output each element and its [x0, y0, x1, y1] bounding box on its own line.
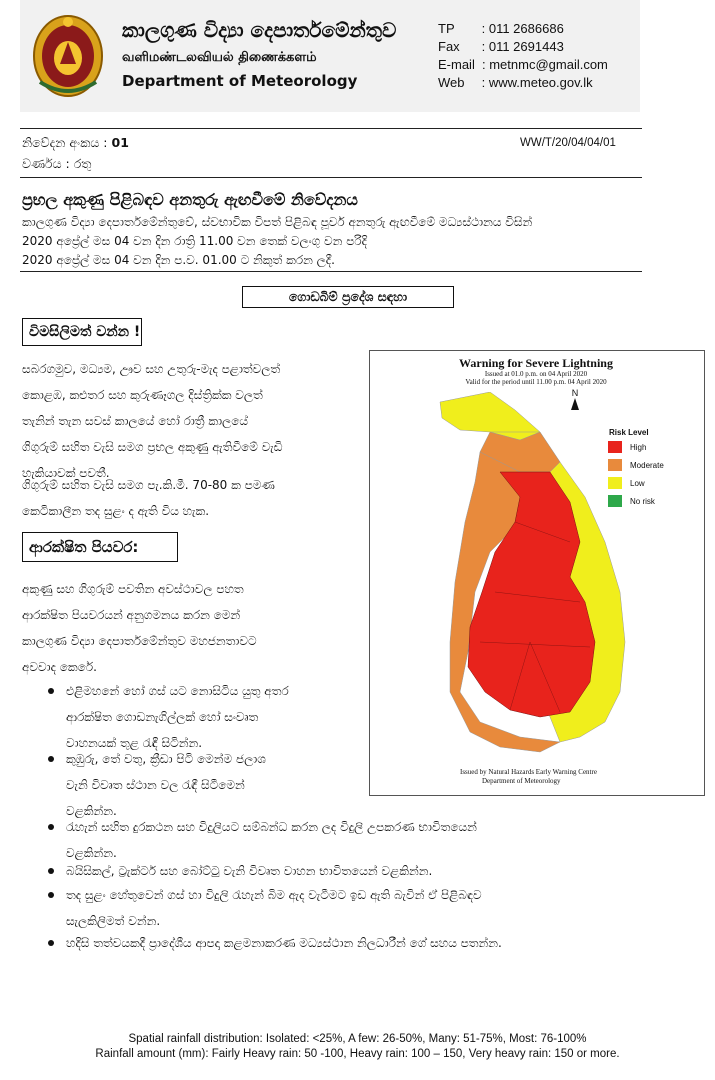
map-footer-line: Issued by Natural Hazards Early Warning Centre: [460, 768, 597, 776]
paragraph-line: අකුණු සහ ගිගුරුම් පවතින අවස්ථාවල පහත: [22, 582, 244, 596]
bullet-line: වළකින්න.: [66, 846, 117, 860]
contact-fax: [438, 38, 608, 56]
bullet-dot: [48, 892, 54, 898]
bullet-line: එළිමහනේ හෝ ගස් යට නොසිටිය යුතු අතර: [66, 684, 289, 698]
bullet-line: බයිසිකල්, ට්‍රැක්ටර් සහ බෝට්ටු වැනි විවෘත වාහන භාවිතයෙන් වළකින්න.: [66, 864, 433, 878]
divider: [20, 177, 642, 178]
bullet-line: ආරක්ෂිත ගොඩනැගිල්ලක් හෝ සංවෘත: [66, 710, 259, 724]
notice-ref: WW/T/20/04/04/01: [520, 137, 616, 149]
bullet-item: [66, 678, 344, 756]
bullet-item: [66, 930, 666, 956]
legend-label: Low: [630, 479, 645, 488]
bullet-line: වළකින්න.: [66, 804, 117, 818]
paragraph-line: ගිගුරුම් සහිත වැසි සමග ප්‍රභල අකුණු ඇතිවීමේ වැඩි: [22, 440, 283, 454]
paragraph-line: සබරගමුව, මධ්‍යම, ඌව සහ උතුරු-මැද පළාත්වලත්: [22, 362, 281, 376]
paragraph-line: ආරක්ෂිත පියවරයන් අනුගමනය කරන මෙන්: [22, 608, 241, 622]
legend-title: Risk Level: [609, 428, 649, 437]
contact-email: [438, 56, 608, 74]
divider: [20, 128, 642, 129]
paragraph-line: කාලගුණ විද්‍යා දෙපාර්තමේන්තුව මහජනතාවට: [22, 634, 257, 648]
contact-label: Web: [438, 75, 465, 90]
contact-value: : 011 2691443: [481, 39, 564, 54]
bullet-line: වාහනයක් තුළ රැඳී සිටින්න.: [66, 736, 203, 750]
org-name-english: Department of Meteorology: [122, 72, 358, 90]
area-heading: ගොඩබිම් ප්‍රදේශ සඳහා: [242, 286, 454, 308]
paragraph-line: කොළඹ, කළුතර සහ කුරුණෑගල දිස්ත්‍රික්ක වලත්: [22, 388, 263, 402]
legend-item-moderate: [608, 459, 698, 477]
bullet-dot: [48, 940, 54, 946]
bullet-line: වැනි විවෘත ස්ථාන වල රැඳී සිටීමෙන්: [66, 778, 245, 792]
notice-number: [22, 135, 129, 151]
bullet-line: හදිසි තත්වයකදී ප්‍රාදේශීය ආපදා කළමනාකරණ මධ්‍යස්ථාන නිලධාරීන් ගේ සහය පතන්න.: [66, 936, 502, 950]
legend-item-low: [608, 477, 698, 495]
bullet-item: [66, 882, 656, 934]
paragraph-risk: [22, 356, 344, 486]
bullet-line: රැහැන් සහිත දුරකථන සහ විදුලියට සම්බන්ධ කරන ලද විදුලි උපකරණ භාවිතයෙන්: [66, 820, 477, 834]
legend-swatch-moderate: [608, 459, 622, 471]
sri-lanka-emblem: [30, 12, 106, 100]
map-valid: Valid for the period until 11.00 p.m. 04 April 2020: [465, 378, 607, 386]
legend: [608, 441, 698, 511]
notice-color: වර්ණය : රතු: [22, 156, 92, 171]
legend-item-no-risk: [608, 495, 698, 513]
bullet-dot: [48, 756, 54, 762]
paragraph-advice: [22, 576, 344, 680]
paragraph-line: හැකියාවක් පවතී.: [22, 466, 110, 480]
bullet-dot: [48, 688, 54, 694]
paragraph-line: කෙටිකාලීන තද සුළං ද ඇති විය හැක.: [22, 504, 210, 518]
divider: [20, 271, 642, 272]
bullet-dot: [48, 824, 54, 830]
legend-label: Moderate: [630, 461, 664, 470]
contact-label: E-mail: [438, 57, 475, 72]
paragraph-wind: [22, 472, 344, 524]
north-label: N: [571, 388, 579, 398]
notice-sub-line: 2020 අප්‍රේල් මස 04 වන දින ප.ව. 01.00 ට නිකුත් කරන ලදී.: [22, 253, 335, 267]
legend-label: High: [630, 443, 647, 452]
paragraph-line: අවවාද කෙරේ.: [22, 660, 97, 674]
notice-number-label: නිවේදන අංකය :: [22, 135, 112, 150]
contact-value[interactable]: : metnmc@gmail.com: [482, 57, 608, 72]
footer-rainfall-distribution: Spatial rainfall distribution: Isolated: <25%, A few: 26-50%, Many: 51-75%, Most: 76-100%: [128, 1033, 587, 1045]
precaution-heading: ආරක්ෂිත පියවර:: [22, 532, 178, 562]
contact-tp: [438, 20, 608, 38]
org-name-sinhala: කාලගුණ විද්‍යා දෙපාර්තමේන්තුව: [122, 18, 397, 42]
legend-swatch-low: [608, 477, 622, 489]
bullet-item: [66, 746, 344, 824]
bullet-line: තද සුළං හේතුවෙන් ගස් හා විදුලි රැහැන් බිම ඇද වැටීමට ඉඩ ඇති බැවින් ඒ පිළිබඳව: [66, 888, 482, 902]
bullet-line: කුඹුරු, තේ වතු, ක්‍රීඩා පිටි මෙන්ම ජලාශ: [66, 752, 266, 766]
contact-web: [438, 74, 608, 92]
bullet-dot: [48, 868, 54, 874]
notice-number-value: 01: [111, 135, 129, 150]
contact-label: TP: [438, 21, 455, 36]
bullet-line: සැලකිලිමත් වන්න.: [66, 914, 161, 928]
org-name-tamil: வளிமண்டலவியல் திணைக்களம்: [122, 50, 317, 65]
map-footer-line: Department of Meteorology: [482, 777, 561, 785]
legend-swatch-no-risk: [608, 495, 622, 507]
map-title: Warning for Severe Lightning: [459, 356, 613, 370]
footer-rainfall-amount: Rainfall amount (mm): Fairly Heavy rain: 50 -100, Heavy rain: 100 – 150, Very heavy rain: 150 or more.: [95, 1048, 620, 1060]
contact-label: Fax: [438, 39, 460, 54]
notice-sub-line: කාලගුණ විද්‍යා දෙපාර්තමේන්තුවේ, ස්වභාවික විපත් පිළිබඳ පූර්ව අනතුරු ඇඟවීමේ මධ්‍යස්ථානය විසින්: [22, 215, 533, 229]
map-footer: [460, 768, 597, 786]
legend-item-high: [608, 441, 698, 459]
notice-title: ප්‍රභල අකුණු පිළිබඳව අනතුරු ඇඟවීමේ නිවේදනය: [22, 190, 358, 209]
paragraph-line: තැනින් තැන සවස් කාලයේ හෝ රාත්‍රී කාලයේ: [22, 414, 248, 428]
bullet-item: [66, 858, 656, 884]
map-issued: Issued at 01.0 p.m. on 04 April 2020: [484, 370, 588, 378]
contact-value[interactable]: : www.meteo.gov.lk: [481, 75, 593, 90]
legend-label: No risk: [630, 497, 655, 506]
paragraph-line: ගිගුරුම් සහිත වැසි සමග පැ.කි.මී. 70-80 ක පමණ: [22, 478, 275, 492]
notice-sub-line: 2020 අප්‍රේල් මස 04 වන දින රාත්‍රි 11.00 වන තෙක් වලංගු වන පරිදි: [22, 234, 367, 248]
alert-heading: විමසිලිමත් වන්න !: [22, 318, 142, 346]
contact-value: : 011 2686686: [481, 21, 564, 36]
legend-swatch-high: [608, 441, 622, 453]
contact-block: [438, 20, 608, 92]
